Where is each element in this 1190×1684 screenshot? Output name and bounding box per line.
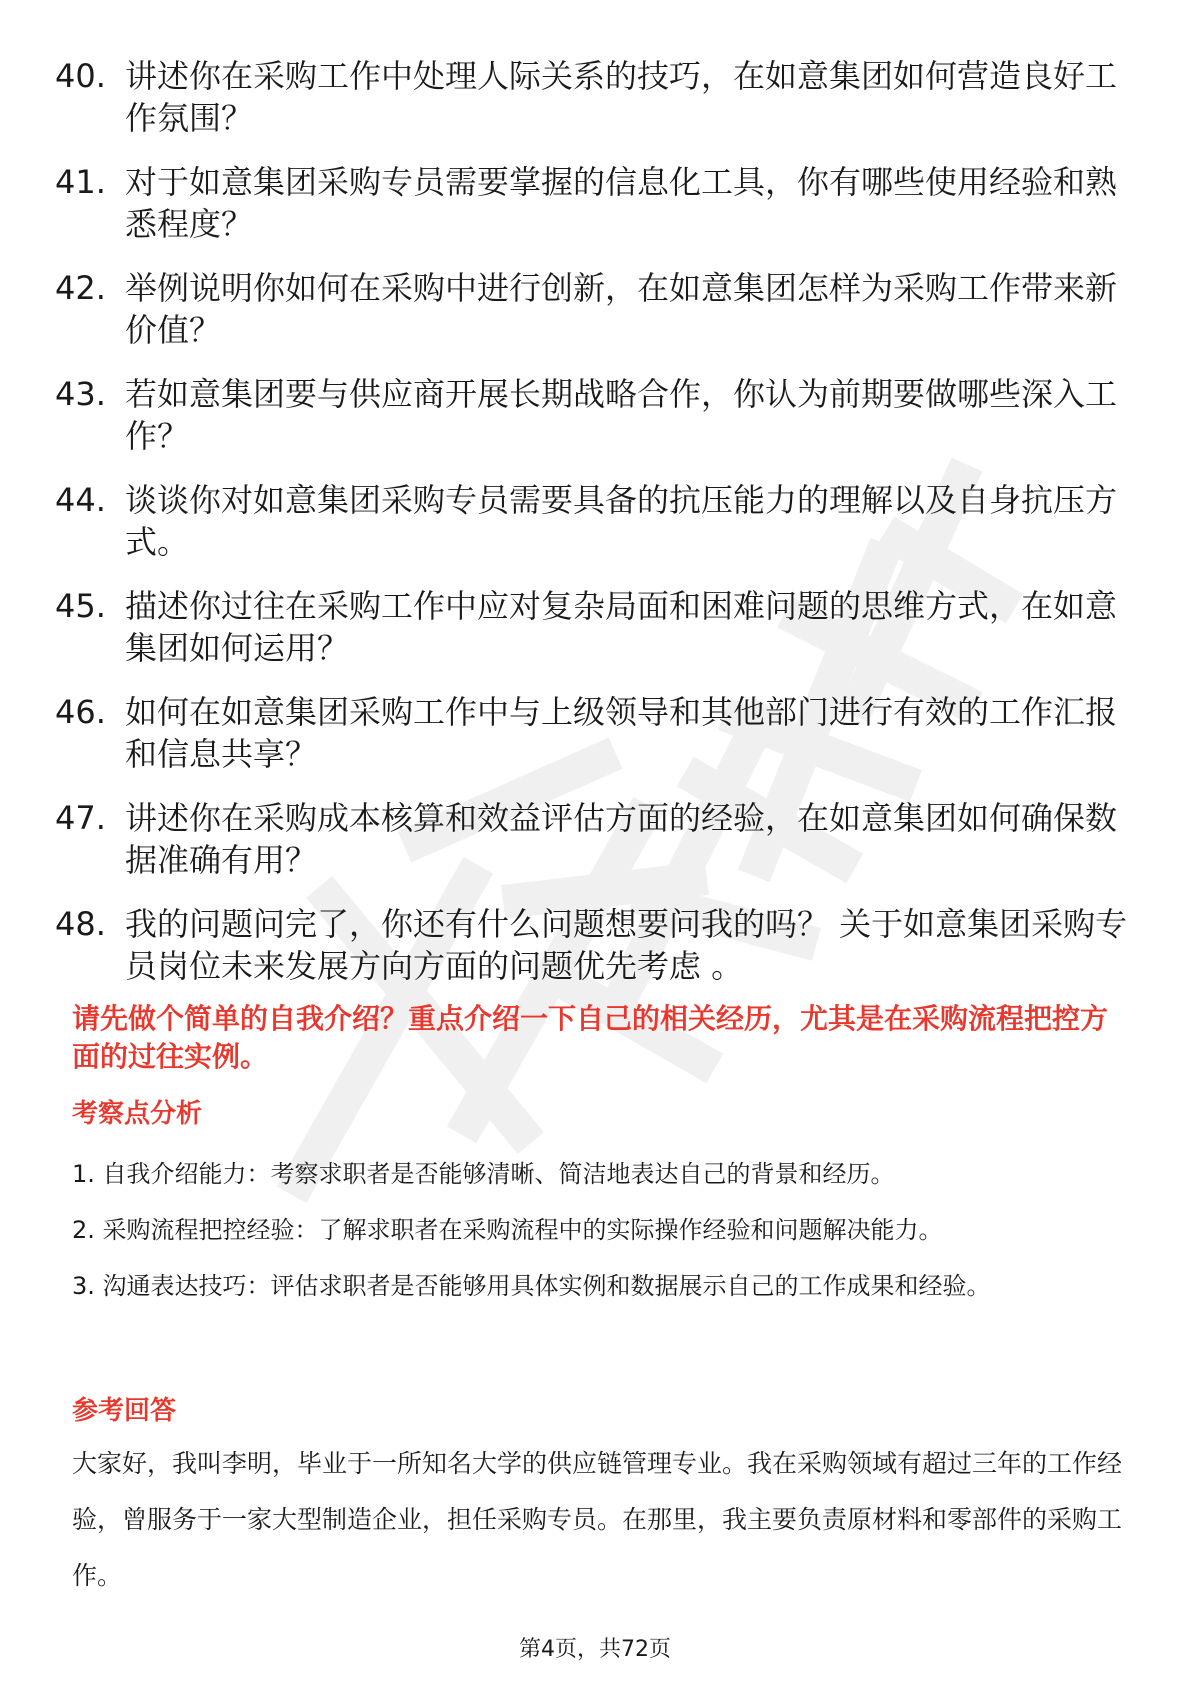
question-item	[55, 797, 1130, 881]
question-number: 46.	[55, 693, 106, 731]
analysis-point: 2. 采购流程把控经验：了解求职者在采购流程中的实际操作经验和问题解决能力。	[72, 1216, 943, 1244]
analysis-points	[72, 1146, 1122, 1314]
question-text: 谈谈你对如意集团采购专员需要具备的抗压能力的理解以及自身抗压方式。	[125, 481, 1118, 561]
question-number: 40.	[55, 57, 106, 95]
question-list	[55, 55, 1130, 1009]
question-number: 47.	[55, 799, 106, 837]
highlight-question: 请先做个简单的自我介绍？重点介绍一下自己的相关经历，尤其是在采购流程把控方面的过往实例。	[72, 1002, 1109, 1073]
question-text: 举例说明你如何在采购中进行创新，在如意集团怎样为采购工作带来新价值？	[125, 269, 1118, 349]
question-item	[55, 161, 1130, 245]
question-number: 43.	[55, 375, 106, 413]
question-text: 如何在如意集团采购工作中与上级领导和其他部门进行有效的工作汇报和信息共享？	[125, 693, 1118, 773]
page-footer: 第4页，共72页	[519, 1637, 671, 1662]
question-number: 41.	[55, 163, 106, 201]
question-number: 45.	[55, 587, 106, 625]
question-item	[55, 585, 1130, 669]
question-text: 讲述你在采购成本核算和效益评估方面的经验，在如意集团如何确保数据准确有用？	[125, 799, 1118, 879]
reference-answer: 大家好，我叫李明，毕业于一所知名大学的供应链管理专业。我在采购领域有超过三年的工作经验，曾服务于一家大型制造企业，担任采购专员。在那里，我主要负责原材料和零部件的采购工作。	[72, 1449, 1123, 1590]
analysis-point: 3. 沟通表达技巧：评估求职者是否能够用具体实例和数据展示自己的工作成果和经验。	[72, 1272, 991, 1300]
question-text: 若如意集团要与供应商开展长期战略合作，你认为前期要做哪些深入工作？	[125, 375, 1118, 455]
question-text: 我的问题问完了，你还有什么问题想要问我的吗？ 关于如意集团采购专员岗位未来发展方向方面的问题优先考虑 。	[125, 905, 1128, 985]
question-item	[55, 479, 1130, 563]
question-item	[55, 267, 1130, 351]
analysis-point: 1. 自我介绍能力：考察求职者是否能够清晰、简洁地表达自己的背景和经历。	[72, 1160, 895, 1188]
question-text: 讲述你在采购工作中处理人际关系的技巧，在如意集团如何营造良好工作氛围？	[125, 57, 1118, 137]
question-text: 对于如意集团采购专员需要掌握的信息化工具，你有哪些使用经验和熟悉程度？	[125, 163, 1118, 243]
question-item	[55, 691, 1130, 775]
question-item	[55, 903, 1130, 987]
question-number: 48.	[55, 905, 106, 943]
question-number: 44.	[55, 481, 106, 519]
question-item	[55, 373, 1130, 457]
question-item	[55, 55, 1130, 139]
analysis-title: 考察点分析	[72, 1099, 203, 1129]
question-number: 42.	[55, 269, 106, 307]
reference-title: 参考回答	[72, 1396, 177, 1426]
question-text: 描述你过往在采购工作中应对复杂局面和困难问题的思维方式，在如意集团如何运用？	[125, 587, 1118, 667]
